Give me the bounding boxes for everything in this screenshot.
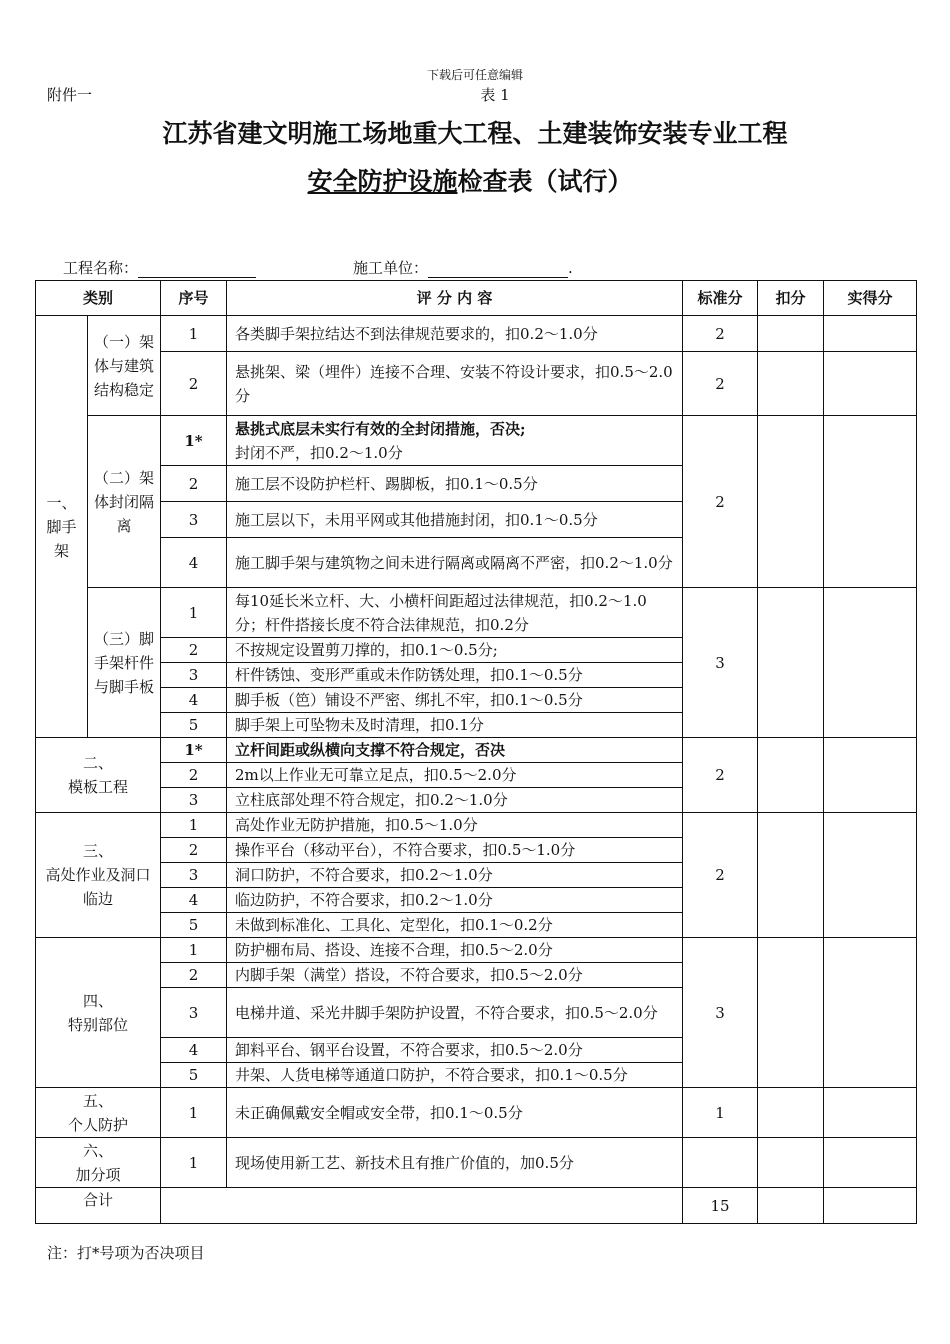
- table-row: [36, 938, 917, 963]
- row-content: 每10延长米立杆、大、小横杆间距超过法律规范，扣0.2～1.0分；杆件搭接长度不符合法律规范，扣0.2分: [227, 588, 683, 638]
- row-no: 2: [161, 352, 227, 416]
- total-blank: [161, 1188, 683, 1224]
- table-row: [36, 316, 917, 352]
- row-content: 施工脚手架与建筑物之间未进行隔离或隔离不严密，扣0.2～1.0分: [227, 538, 683, 588]
- footnote: 注：打*号项为否决项目: [47, 1244, 205, 1262]
- section6-number: 六、: [83, 1141, 114, 1160]
- section2-number: 二、: [83, 754, 114, 772]
- table-row: [36, 738, 917, 763]
- row-content-extra: 封闭不严，扣0.2～1.0分: [235, 443, 403, 462]
- table-row: [36, 1138, 917, 1188]
- deduct-cell[interactable]: [758, 316, 824, 352]
- row-content: 脚手板（笆）铺设不严密、绑扎不牢，扣0.1～0.5分: [227, 688, 683, 713]
- section2-label: [36, 738, 161, 813]
- table-row: [36, 813, 917, 838]
- document-subtitle: [0, 162, 940, 198]
- deduct-cell[interactable]: [758, 352, 824, 416]
- construction-unit-blank[interactable]: [428, 261, 568, 278]
- subtitle-underlined: 安全防护设施: [307, 167, 458, 196]
- row-standard: 2: [683, 813, 758, 938]
- actual-cell[interactable]: [824, 352, 917, 416]
- construction-unit-trailing: .: [568, 259, 573, 277]
- total-deduct[interactable]: [758, 1188, 824, 1224]
- row-no: 2: [161, 763, 227, 788]
- construction-unit-label: 施工单位：: [353, 259, 429, 277]
- row-no: 1: [161, 588, 227, 638]
- row-content: 施工层不设防护栏杆、踢脚板，扣0.1～0.5分: [227, 466, 683, 502]
- table-row: [36, 588, 917, 638]
- header-row: [36, 281, 917, 316]
- section5-label: [36, 1088, 161, 1138]
- standard-cell: [683, 1138, 758, 1188]
- row-no: 3: [161, 663, 227, 688]
- row-no: 5: [161, 913, 227, 938]
- row-content: 2m以上作业无可靠立足点，扣0.5～2.0分: [227, 763, 683, 788]
- section4-number: 四、: [83, 991, 114, 1010]
- row-content: 悬挑架、梁（埋件）连接不合理、安装不符设计要求，扣0.5～2.0分: [227, 352, 683, 416]
- row-no: 4: [161, 538, 227, 588]
- construction-unit-field: [353, 257, 573, 278]
- row-standard: 2: [683, 316, 758, 352]
- row-content: 井架、人货电梯等通道口防护，不符合要求，扣0.1～0.5分: [227, 1063, 683, 1088]
- section1-sub2-label: （二）架体封闭隔离: [88, 416, 161, 588]
- row-no: 2: [161, 466, 227, 502]
- row-content: 电梯井道、采光井脚手架防护设置，不符合要求，扣0.5～2.0分: [227, 988, 683, 1038]
- actual-cell[interactable]: [824, 1088, 917, 1138]
- actual-cell[interactable]: [824, 1138, 917, 1188]
- section4-label: [36, 938, 161, 1088]
- row-no: 4: [161, 688, 227, 713]
- row-content: 操作平台（移动平台），不符合要求，扣0.5～1.0分: [227, 838, 683, 863]
- section1-sub3-label: （三）脚手架杆件与脚手板: [88, 588, 161, 738]
- row-no: 3: [161, 788, 227, 813]
- row-no: 4: [161, 1038, 227, 1063]
- section5-title: 个人防护: [68, 1115, 129, 1134]
- row-standard: 2: [683, 738, 758, 813]
- row-standard: 2: [683, 416, 758, 588]
- section6-title: 加分项: [75, 1165, 121, 1184]
- row-no: 3: [161, 502, 227, 538]
- project-name-blank[interactable]: [138, 261, 256, 278]
- inspection-table: [35, 280, 917, 1224]
- row-no: 2: [161, 838, 227, 863]
- row-no: 2: [161, 638, 227, 663]
- row-no: 1*: [161, 738, 227, 763]
- row-no: 3: [161, 863, 227, 888]
- header-no: 序号: [161, 281, 227, 316]
- row-content: 不按规定设置剪刀撑的，扣0.1～0.5分;: [227, 638, 683, 663]
- row-content: [227, 416, 683, 466]
- section6-label: [36, 1138, 161, 1188]
- row-no: 1: [161, 1088, 227, 1138]
- section5-number: 五、: [83, 1091, 114, 1110]
- row-no: 5: [161, 713, 227, 738]
- row-no: 1: [161, 938, 227, 963]
- row-no: 1*: [161, 416, 227, 466]
- row-content: 高处作业无防护措施，扣0.5～1.0分: [227, 813, 683, 838]
- row-standard: 3: [683, 588, 758, 738]
- row-content: 现场使用新工艺、新技术且有推广价值的，加0.5分: [227, 1138, 683, 1188]
- deduct-cell[interactable]: [758, 938, 824, 1088]
- deduct-cell[interactable]: [758, 1088, 824, 1138]
- subtitle-rest: 检查表（试行）: [457, 167, 633, 196]
- attachment-label: 附件一: [47, 86, 93, 104]
- header-actual: 实得分: [824, 281, 917, 316]
- row-no: 1: [161, 813, 227, 838]
- row-content: 内脚手架（满堂）搭设，不符合要求，扣0.5～2.0分: [227, 963, 683, 988]
- deduct-cell[interactable]: [758, 813, 824, 938]
- row-content: 未正确佩戴安全帽或安全带，扣0.1～0.5分: [227, 1088, 683, 1138]
- row-no: 3: [161, 988, 227, 1038]
- section2-title: 模板工程: [68, 778, 129, 796]
- row-standard: 3: [683, 938, 758, 1088]
- actual-cell[interactable]: [824, 316, 917, 352]
- row-content: 洞口防护，不符合要求，扣0.2～1.0分: [227, 863, 683, 888]
- total-actual[interactable]: [824, 1188, 917, 1224]
- header-content: 评 分 内 容: [227, 281, 683, 316]
- document-title: 江苏省建文明施工场地重大工程、土建装饰安装专业工程: [162, 119, 788, 148]
- total-standard: 15: [683, 1188, 758, 1224]
- total-row: [36, 1188, 917, 1224]
- row-no: 2: [161, 963, 227, 988]
- table-row: [36, 1088, 917, 1138]
- row-no: 1: [161, 316, 227, 352]
- actual-cell[interactable]: [824, 938, 917, 1088]
- row-content: 施工层以下，未用平网或其他措施封闭，扣0.1～0.5分: [227, 502, 683, 538]
- deduct-cell[interactable]: [758, 738, 824, 813]
- header-deduct: 扣分: [758, 281, 824, 316]
- total-label: 合计: [36, 1188, 161, 1224]
- row-content: 未做到标准化、工具化、定型化，扣0.1～0.2分: [227, 913, 683, 938]
- actual-cell[interactable]: [824, 588, 917, 738]
- section3-number: 三、: [83, 842, 114, 860]
- veto-text: 悬挑式底层未实行有效的全封闭措施，否决;: [235, 419, 526, 438]
- row-content: 防护棚布局、搭设、连接不合理，扣0.5～2.0分: [227, 938, 683, 963]
- section1-sub1-label: （一）架体与建筑结构稳定: [88, 316, 161, 416]
- deduct-cell[interactable]: [758, 416, 824, 588]
- row-content: 立杆间距或纵横向支撑不符合规定，否决: [227, 738, 683, 763]
- section3-label: [36, 813, 161, 938]
- row-content: 各类脚手架拉结达不到法律规范要求的，扣0.2～1.0分: [227, 316, 683, 352]
- row-standard: 2: [683, 352, 758, 416]
- actual-cell[interactable]: [824, 813, 917, 938]
- project-name-field: [63, 257, 256, 278]
- header-standard: 标准分: [683, 281, 758, 316]
- watermark-text: 下载后可任意编辑: [426, 68, 523, 82]
- row-no: 1: [161, 1138, 227, 1188]
- table-row: [36, 416, 917, 466]
- row-content: 脚手架上可坠物未及时清理，扣0.1分: [227, 713, 683, 738]
- actual-cell[interactable]: [824, 416, 917, 588]
- row-standard: 1: [683, 1088, 758, 1138]
- header-category: 类别: [36, 281, 161, 316]
- row-no: 5: [161, 1063, 227, 1088]
- actual-cell[interactable]: [824, 738, 917, 813]
- row-content: 卸料平台、钢平台设置，不符合要求，扣0.5～2.0分: [227, 1038, 683, 1063]
- project-name-label: 工程名称：: [63, 259, 139, 277]
- table-row: [36, 352, 917, 416]
- row-content: 临边防护，不符合要求，扣0.2～1.0分: [227, 888, 683, 913]
- row-content: 立柱底部处理不符合规定，扣0.2～1.0分: [227, 788, 683, 813]
- section3-title: 高处作业及洞口临边: [45, 866, 151, 908]
- deduct-cell[interactable]: [758, 588, 824, 738]
- section4-title: 特别部位: [68, 1015, 129, 1034]
- row-content: 杆件锈蚀、变形严重或未作防锈处理，扣0.1～0.5分: [227, 663, 683, 688]
- section1-label: 一、脚手架: [36, 316, 88, 738]
- table-number: 表 1: [480, 86, 510, 104]
- deduct-cell[interactable]: [758, 1138, 824, 1188]
- row-no: 4: [161, 888, 227, 913]
